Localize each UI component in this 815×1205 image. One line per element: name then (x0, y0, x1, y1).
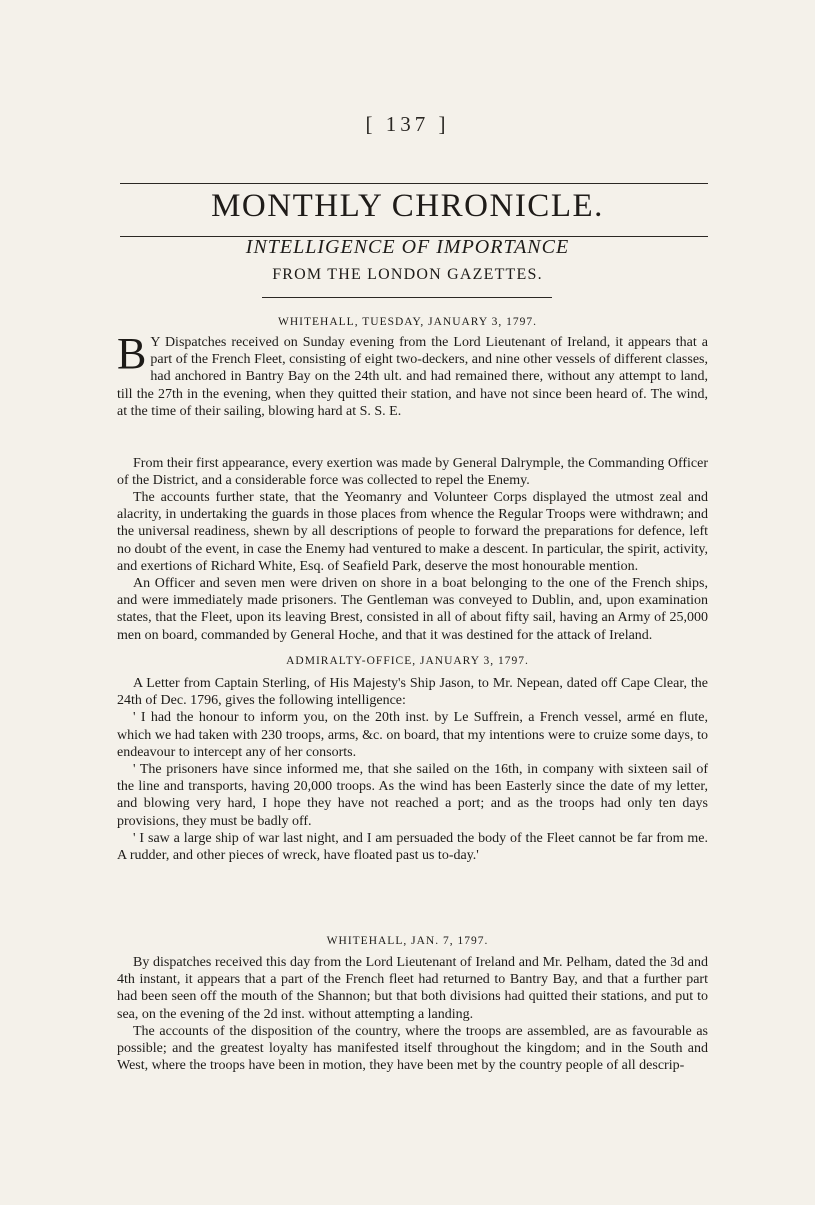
dateline-whitehall-jan3: WHITEHALL, TUESDAY, JANUARY 3, 1797. (278, 316, 537, 328)
top-rule (120, 183, 708, 184)
paragraph-wrap (117, 675, 708, 864)
paragraph-text: Y Dispatches received on Sunday evening from the Lord Lieutenant of Ireland, it appears that a part of the French Fleet, consisting of eight two-deckers, and nine other vessels of different classes, had anchored in Bantry Bay on the 24th ult. and had remained there, without any attempt to land, till the 27th in the evening, when they quitted their station, and have not since been heard of. The wind, at the time of their sailing, blowing hard at S. S. E. (117, 335, 708, 419)
paragraph: By dispatches received this day from the Lord Lieutenant of Ireland and Mr. Pelham, dated the 3d and 4th instant, it appears that a part of the French fleet had returned to Bantry Bay, and that a further part had been seen off the mouth of the Shannon; but that both divisions had quitted their stations, and put to sea, on the evening of the 2d inst. without attempting a landing. (117, 955, 708, 1022)
chronicle-title: MONTHLY CHRONICLE. (211, 188, 604, 224)
paragraph-wrap (117, 489, 708, 644)
paragraph: ' I had the honour to inform you, on the 20th inst. by Le Suffrein, a French vessel, armé en flute, which we had taken with 230 troops, arms, &c. on board, that my intentions were to cruize some days, to endeavour to intercept any of her consorts. (117, 710, 708, 760)
dateline-whitehall-jan7: WHITEHALL, JAN. 7, 1797. (326, 935, 489, 947)
paragraph: A Letter from Captain Sterling, of His Majesty's Ship Jason, to Mr. Nepean, dated off Cape Clear, the 24th of Dec. 1796, gives the following intelligence: (117, 676, 708, 709)
paragraph: An Officer and seven men were driven on shore in a boat belonging to the one of the French ships, and were immediately made prisoners. The Gentleman was conveyed to Dublin, and, upon examination states, that the Fleet, upon its leaving Brest, consisted in all of about fifty sail, having an Army of 25,000 men on board, commanded by General Hoche, and that it was destined for the attack of Ireland. (117, 576, 708, 643)
drop-cap: B (117, 329, 147, 378)
paragraph: The accounts of the disposition of the country, where the troops are assembled, are as favourable as possible; and the greatest loyalty has manifested itself throughout the kingdom; and in the South and West, where the troops have been in motion, they have been met by the country people of all descrip- (117, 1023, 708, 1074)
page-number: [ 137 ] (365, 112, 450, 136)
section-title: INTELLIGENCE OF IMPORTANCE (245, 236, 570, 258)
paragraph: ' I saw a large ship of war last night, and I am persuaded the body of the Fleet cannot be far from me. A rudder, and other pieces of wreck, have floated past us to-day.' (117, 830, 708, 864)
paragraph: The accounts further state, that the Yeomanry and Volunteer Corps displayed the utmost zeal and alacrity, in undertaking the guards in those places from whence the Regular Troops were withdrawn; and the universal readiness, shewn by all descriptions of people to forward the preparations for defence, left no doubt of the event, in case the Enemy had ventured to make a descent. In particular, the spirit, activity, and exertions of Richard White, Esq. of Seafield Park, deserve the most honourable mention. (117, 490, 709, 574)
dateline-admiralty-jan3: ADMIRALTY-OFFICE, JANUARY 3, 1797. (286, 655, 529, 667)
paragraph-wrap (117, 954, 708, 1074)
section-rule (262, 297, 552, 298)
paragraph (117, 329, 708, 420)
paragraph: ' The prisoners have since informed me, that she sailed on the 16th, in company with sixteen sail of the line and transports, having 20,000 troops. As the wind has been Easterly since the date of my letter, and blowing very hard, I hope they have not reached a port; and as the troops had only ten days provisions, they must be badly off. (117, 762, 708, 829)
section-subtitle: FROM THE LONDON GAZETTES. (272, 266, 543, 283)
paragraph: From their first appearance, every exertion was made by General Dalrymple, the Commanding Officer of the District, and a considerable force was collected to repel the Enemy. (117, 456, 708, 489)
